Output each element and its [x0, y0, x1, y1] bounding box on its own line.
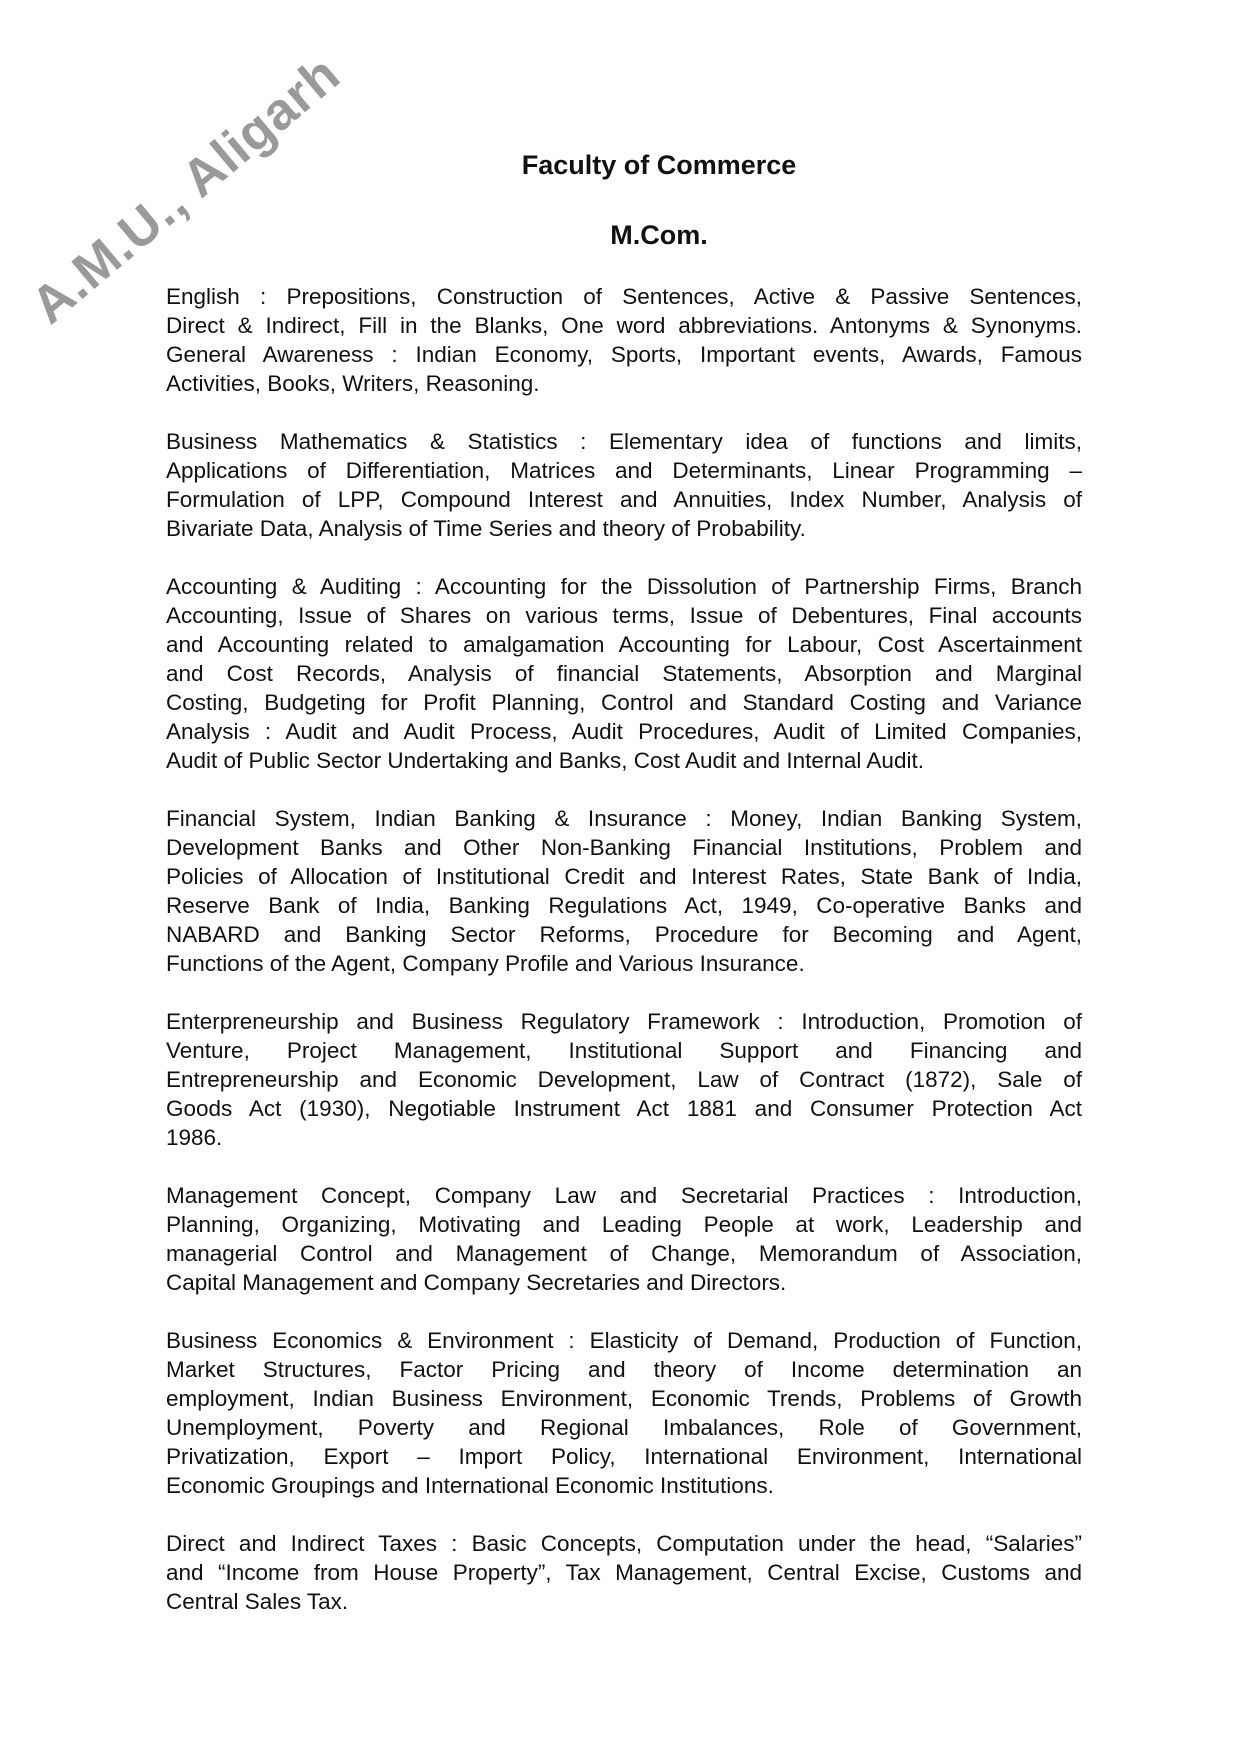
paragraph-line: Management Concept, Company Law and Secretarial Practices : Introduction,	[166, 1183, 1082, 1208]
paragraph-line: Entrepreneurship and Economic Development, Law of Contract (1872), Sale of	[166, 1067, 1082, 1092]
paragraph-line: General Awareness : Indian Economy, Sports, Important events, Awards, Famous	[166, 342, 1082, 367]
syllabus-paragraph	[166, 282, 1082, 398]
paragraph-line: Economic Groupings and International Economic Institutions.	[166, 1473, 774, 1498]
paragraph-line: Accounting & Auditing : Accounting for the Dissolution of Partnership Firms, Branch	[166, 574, 1082, 599]
paragraph-line: Goods Act (1930), Negotiable Instrument Act 1881 and Consumer Protection Act	[166, 1096, 1082, 1121]
paragraph-line: English : Prepositions, Construction of Sentences, Active & Passive Sentences,	[166, 284, 1082, 309]
paragraph-line: Business Economics & Environment : Elasticity of Demand, Production of Function,	[166, 1328, 1082, 1353]
syllabus-paragraph	[166, 1529, 1082, 1616]
syllabus-content	[166, 282, 1082, 1645]
paragraph-line: Analysis : Audit and Audit Process, Audit Procedures, Audit of Limited Companies,	[166, 719, 1082, 744]
paragraph-line: NABARD and Banking Sector Reforms, Procedure for Becoming and Agent,	[166, 922, 1082, 947]
paragraph-line: and “Income from House Property”, Tax Management, Central Excise, Customs and	[166, 1560, 1082, 1585]
paragraph-line: Policies of Allocation of Institutional Credit and Interest Rates, State Bank of India,	[166, 864, 1082, 889]
paragraph-line: Functions of the Agent, Company Profile and Various Insurance.	[166, 951, 805, 976]
paragraph-line: Capital Management and Company Secretaries and Directors.	[166, 1270, 787, 1295]
paragraph-line: Bivariate Data, Analysis of Time Series and theory of Probability.	[166, 516, 806, 541]
paragraph-line: Formulation of LPP, Compound Interest and Annuities, Index Number, Analysis of	[166, 487, 1082, 512]
paragraph-line: Financial System, Indian Banking & Insurance : Money, Indian Banking System,	[166, 806, 1082, 831]
syllabus-paragraph	[166, 427, 1082, 543]
paragraph-line: Applications of Differentiation, Matrices and Determinants, Linear Programming –	[166, 458, 1082, 483]
paragraph-line: and Accounting related to amalgamation Accounting for Labour, Cost Ascertainment	[166, 632, 1082, 657]
paragraph-line: 1986.	[166, 1125, 223, 1150]
paragraph-line: Direct & Indirect, Fill in the Blanks, One word abbreviations. Antonyms & Synonyms.	[166, 313, 1082, 338]
paragraph-line: Audit of Public Sector Undertaking and Banks, Cost Audit and Internal Audit.	[166, 748, 924, 773]
paragraph-line: Development Banks and Other Non-Banking Financial Institutions, Problem and	[166, 835, 1082, 860]
paragraph-line: Business Mathematics & Statistics : Elementary idea of functions and limits,	[166, 429, 1082, 454]
paragraph-line: Market Structures, Factor Pricing and theory of Income determination an	[166, 1357, 1082, 1382]
paragraph-line: Enterpreneurship and Business Regulatory Framework : Introduction, Promotion of	[166, 1009, 1082, 1034]
paragraph-line: Activities, Books, Writers, Reasoning.	[166, 371, 540, 396]
course-title: M.Com.	[610, 220, 708, 250]
paragraph-line: Unemployment, Poverty and Regional Imbalances, Role of Government,	[166, 1415, 1082, 1440]
paragraph-line: Costing, Budgeting for Profit Planning, Control and Standard Costing and Variance	[166, 690, 1082, 715]
syllabus-paragraph	[166, 1007, 1082, 1152]
paragraph-line: Direct and Indirect Taxes : Basic Concepts, Computation under the head, “Salaries”	[166, 1531, 1082, 1556]
paragraph-line: managerial Control and Management of Change, Memorandum of Association,	[166, 1241, 1082, 1266]
paragraph-line: employment, Indian Business Environment, Economic Trends, Problems of Growth	[166, 1386, 1082, 1411]
watermark: A.M.U., Aligarh	[20, 44, 352, 336]
syllabus-paragraph	[166, 1181, 1082, 1297]
paragraph-line: Accounting, Issue of Shares on various terms, Issue of Debentures, Final accounts	[166, 603, 1082, 628]
paragraph-line: and Cost Records, Analysis of financial Statements, Absorption and Marginal	[166, 661, 1082, 686]
paragraph-line: Reserve Bank of India, Banking Regulations Act, 1949, Co-operative Banks and	[166, 893, 1082, 918]
paragraph-line: Venture, Project Management, Institutional Support and Financing and	[166, 1038, 1082, 1063]
syllabus-paragraph	[166, 572, 1082, 775]
syllabus-paragraph	[166, 804, 1082, 978]
paragraph-line: Privatization, Export – Import Policy, International Environment, International	[166, 1444, 1082, 1469]
paragraph-line: Central Sales Tax.	[166, 1589, 349, 1614]
faculty-title: Faculty of Commerce	[521, 150, 797, 180]
paragraph-line: Planning, Organizing, Motivating and Leading People at work, Leadership and	[166, 1212, 1082, 1237]
syllabus-paragraph	[166, 1326, 1082, 1500]
